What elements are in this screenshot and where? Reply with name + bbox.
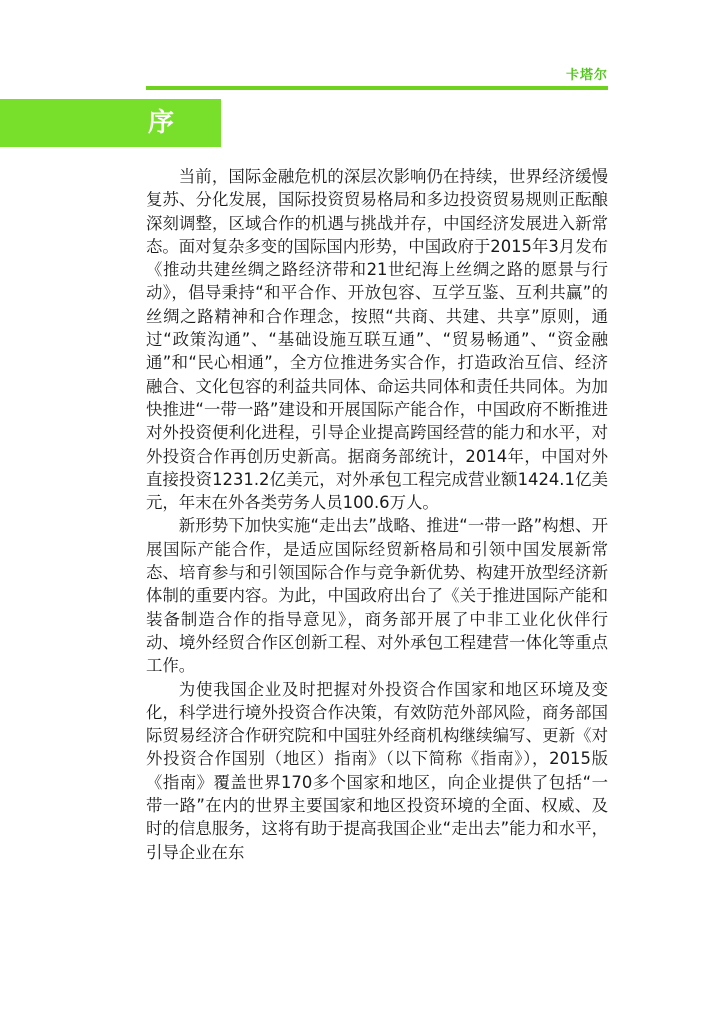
paragraph: 当前，国际金融危机的深层次影响仍在持续，世界经济缓慢复苏、分化发展，国际投资贸易格局和多边投资贸易规则正酝酿深刻调整，区域合作的机遇与挑战并存，中国经济发展进入新常态。面对复杂多变的国际国内形势，中国政府于2015年3月发布《推动共建丝绸之路经济带和21世纪海上丝绸之路的愿景与行动》，倡导秉持“和平合作、开放包容、互学互鉴、互利共赢”的丝绸之路精神和合作理念，按照“共商、共建、共享”原则，通过“政策沟通”、“基础设施互联互通”、“贸易畅通”、“资金融通”和“民心相通”，全方位推进务实合作，打造政治互信、经济融合、文化包容的利益共同体、命运共同体和责任共同体。为加快推进“一带一路”建设和开展国际产能合作，中国政府不断推进对外投资便利化进程，引导企业提高跨国经营的能力和水平，对外投资合作再创历史新高。据商务部统计，2014年，中国对外直接投资1231.2亿美元，对外承包工程完成营业额1424.1亿美元，年末在外各类劳务人员100.6万人。: [146, 167, 608, 513]
section-title-tab: [0, 99, 221, 147]
header-rule: [146, 86, 608, 90]
paragraph: 新形势下加快实施“走出去”战略、推进“一带一路”构想、开展国际产能合作，是适应国际经贸新格局和引领中国发展新常态、培育参与和引领国际合作与竞争新优势、构建开放型经济新体制的重要内容。为此，中国政府出台了《关于推进国际产能和装备制造合作的指导意见》，商务部开展了中非工业化伙伴行动、境外经贸合作区创新工程、对外承包工程建营一体化等重点工作。: [146, 516, 608, 676]
paragraph: 为使我国企业及时把握对外投资合作国家和地区环境及变化，科学进行境外投资合作决策，有效防范外部风险，商务部国际贸易经济合作研究院和中国驻外经商机构继续编写、更新《对外投资合作国别（地区）指南》（以下简称《指南》），2015版《指南》覆盖世界170多个国家和地区，向企业提供了包括“一带一路”在内的世界主要国家和地区投资环境的全面、权威、及时的信息服务，这将有助于提高我国企业“走出去”能力和水平，引导企业在东: [146, 679, 608, 862]
running-header-title: 卡塔尔: [565, 68, 608, 83]
section-title: 序: [148, 108, 175, 138]
body-text: [146, 165, 608, 864]
